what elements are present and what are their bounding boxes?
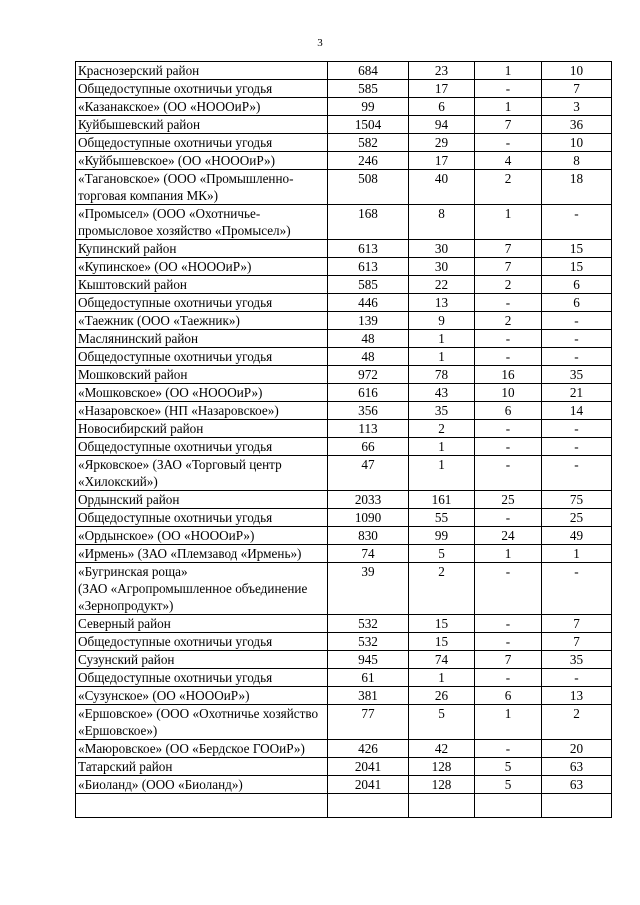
table-row (76, 456, 612, 491)
row-value-cell: 14 (542, 402, 612, 420)
row-value-cell: 613 (328, 258, 409, 276)
row-name-cell: «Бугринская роща» (ЗАО «Агропромышленное объединение «Зернопродукт») (76, 563, 328, 615)
table-row (76, 330, 612, 348)
row-value-cell: 6 (542, 294, 612, 312)
row-value-cell: 17 (409, 80, 475, 98)
row-value-cell: 8 (542, 152, 612, 170)
table-row (76, 438, 612, 456)
row-value-cell: 22 (409, 276, 475, 294)
row-value-cell: 446 (328, 294, 409, 312)
row-value-cell: 5 (475, 776, 542, 794)
row-value-cell: 55 (409, 509, 475, 527)
row-value-cell: 21 (542, 384, 612, 402)
row-value-cell: 35 (409, 402, 475, 420)
row-value-cell: - (475, 438, 542, 456)
table-row (76, 134, 612, 152)
row-name-cell: «Биоланд» (ООО «Биоланд») (76, 776, 328, 794)
row-name-cell: «Куйбышевское» (ОО «НОООиР») (76, 152, 328, 170)
row-value-cell: 356 (328, 402, 409, 420)
row-value-cell: 10 (475, 384, 542, 402)
row-name-cell: «Назаровское» (НП «Назаровское») (76, 402, 328, 420)
table-row (76, 205, 612, 240)
row-value-cell: 2 (542, 705, 612, 740)
empty-cell (76, 794, 328, 818)
row-value-cell: 74 (328, 545, 409, 563)
row-value-cell: 63 (542, 776, 612, 794)
row-value-cell: 4 (475, 152, 542, 170)
row-value-cell: 61 (328, 669, 409, 687)
page-number: 3 (317, 37, 323, 49)
row-name-cell: Куйбышевский район (76, 116, 328, 134)
row-value-cell: 426 (328, 740, 409, 758)
row-value-cell: 2 (409, 420, 475, 438)
table-row (76, 152, 612, 170)
row-value-cell: 35 (542, 366, 612, 384)
row-name-cell: Северный район (76, 615, 328, 633)
row-value-cell: 1 (475, 62, 542, 80)
row-value-cell: - (475, 134, 542, 152)
row-value-cell: 613 (328, 240, 409, 258)
row-value-cell: - (475, 456, 542, 491)
row-value-cell: 7 (542, 80, 612, 98)
empty-cell (542, 794, 612, 818)
row-value-cell: 7 (475, 116, 542, 134)
table-row (76, 651, 612, 669)
table-row (76, 509, 612, 527)
row-value-cell: 585 (328, 276, 409, 294)
row-value-cell: - (475, 80, 542, 98)
row-value-cell: 1 (542, 545, 612, 563)
row-name-cell: Сузунский район (76, 651, 328, 669)
row-value-cell: 381 (328, 687, 409, 705)
row-value-cell: 1 (475, 705, 542, 740)
row-value-cell: 25 (475, 491, 542, 509)
row-value-cell: 26 (409, 687, 475, 705)
row-value-cell: 1 (409, 438, 475, 456)
row-value-cell: 2041 (328, 776, 409, 794)
row-value-cell: 128 (409, 758, 475, 776)
row-value-cell: - (542, 348, 612, 366)
row-value-cell: 7 (475, 258, 542, 276)
table-row (76, 366, 612, 384)
row-value-cell: 7 (542, 615, 612, 633)
table-row (76, 80, 612, 98)
row-name-cell: Общедоступные охотничьи угодья (76, 438, 328, 456)
hunting-grounds-table (75, 61, 612, 818)
row-value-cell: 77 (328, 705, 409, 740)
row-name-cell: «Ордынское» (ОО «НОООиР») (76, 527, 328, 545)
row-value-cell: 139 (328, 312, 409, 330)
row-value-cell: - (475, 633, 542, 651)
row-value-cell: - (475, 330, 542, 348)
table-row (76, 384, 612, 402)
row-name-cell: «Казанакское» (ОО «НОООиР») (76, 98, 328, 116)
row-value-cell: - (542, 312, 612, 330)
row-value-cell: - (475, 294, 542, 312)
row-value-cell: 2041 (328, 758, 409, 776)
row-name-cell: Общедоступные охотничьи угодья (76, 669, 328, 687)
row-value-cell: 1 (475, 98, 542, 116)
row-name-cell: Общедоступные охотничьи угодья (76, 294, 328, 312)
row-value-cell: 2 (475, 276, 542, 294)
row-name-cell: Кыштовский район (76, 276, 328, 294)
empty-cell (475, 794, 542, 818)
row-value-cell: - (475, 740, 542, 758)
row-value-cell: 10 (542, 62, 612, 80)
row-value-cell: 7 (542, 633, 612, 651)
row-name-cell: «Сузунское» (ОО «НОООиР») (76, 687, 328, 705)
row-name-cell: Общедоступные охотничьи угодья (76, 348, 328, 366)
row-name-cell: Мошковский район (76, 366, 328, 384)
row-value-cell: 39 (328, 563, 409, 615)
row-value-cell: 5 (409, 545, 475, 563)
row-name-cell: Общедоступные охотничьи угодья (76, 134, 328, 152)
row-value-cell: 684 (328, 62, 409, 80)
table-row (76, 527, 612, 545)
row-value-cell: - (475, 563, 542, 615)
row-value-cell: 1090 (328, 509, 409, 527)
row-value-cell: 1 (409, 348, 475, 366)
row-value-cell: - (542, 438, 612, 456)
table-body (76, 62, 612, 818)
row-value-cell: 25 (542, 509, 612, 527)
table-row (76, 420, 612, 438)
table-row (76, 545, 612, 563)
row-value-cell: 246 (328, 152, 409, 170)
row-value-cell: 7 (475, 240, 542, 258)
table-row (76, 705, 612, 740)
row-name-cell: «Промысел» (ООО «Охотничье-промысловое хозяйство «Промысел») (76, 205, 328, 240)
row-value-cell: 972 (328, 366, 409, 384)
row-value-cell: - (475, 420, 542, 438)
table-row (76, 776, 612, 794)
row-value-cell: 5 (409, 705, 475, 740)
row-value-cell: 99 (328, 98, 409, 116)
row-value-cell: 23 (409, 62, 475, 80)
row-value-cell: 30 (409, 258, 475, 276)
row-value-cell: 532 (328, 633, 409, 651)
row-name-cell: «Таежник (ООО «Таежник») (76, 312, 328, 330)
table-row (76, 563, 612, 615)
row-value-cell: 15 (409, 633, 475, 651)
row-value-cell: 1 (475, 205, 542, 240)
row-value-cell: 42 (409, 740, 475, 758)
row-value-cell: 15 (542, 240, 612, 258)
row-value-cell: 94 (409, 116, 475, 134)
row-value-cell: 945 (328, 651, 409, 669)
row-value-cell: 63 (542, 758, 612, 776)
row-value-cell: 74 (409, 651, 475, 669)
row-value-cell: - (475, 509, 542, 527)
row-name-cell: «Ершовское» (ООО «Охотничье хозяйство «Ершовское») (76, 705, 328, 740)
row-name-cell: Краснозерский район (76, 62, 328, 80)
row-value-cell: 128 (409, 776, 475, 794)
table-row (76, 240, 612, 258)
row-value-cell: - (475, 615, 542, 633)
row-value-cell: - (542, 563, 612, 615)
row-value-cell: 582 (328, 134, 409, 152)
row-value-cell: 2033 (328, 491, 409, 509)
row-value-cell: 161 (409, 491, 475, 509)
row-value-cell: 830 (328, 527, 409, 545)
row-value-cell: 1 (409, 330, 475, 348)
row-value-cell: 15 (542, 258, 612, 276)
row-value-cell: 616 (328, 384, 409, 402)
row-value-cell: 16 (475, 366, 542, 384)
table-row (76, 312, 612, 330)
row-value-cell: 35 (542, 651, 612, 669)
table-row (76, 758, 612, 776)
row-value-cell: 47 (328, 456, 409, 491)
row-value-cell: 36 (542, 116, 612, 134)
row-value-cell: 2 (409, 563, 475, 615)
row-value-cell: 7 (475, 651, 542, 669)
table-row (76, 402, 612, 420)
row-name-cell: Новосибирский район (76, 420, 328, 438)
row-value-cell: 75 (542, 491, 612, 509)
row-value-cell: 6 (409, 98, 475, 116)
row-value-cell: 508 (328, 170, 409, 205)
row-name-cell: «Тагановское» (ООО «Промышленно-торговая компания МК») (76, 170, 328, 205)
table-row (76, 116, 612, 134)
row-value-cell: 24 (475, 527, 542, 545)
row-value-cell: 43 (409, 384, 475, 402)
row-value-cell: - (542, 205, 612, 240)
row-value-cell: 6 (542, 276, 612, 294)
row-value-cell: 2 (475, 312, 542, 330)
row-value-cell: 66 (328, 438, 409, 456)
table-row (76, 687, 612, 705)
row-value-cell: 168 (328, 205, 409, 240)
table-row (76, 348, 612, 366)
row-name-cell: Ордынский район (76, 491, 328, 509)
row-value-cell: 1504 (328, 116, 409, 134)
row-name-cell: Маслянинский район (76, 330, 328, 348)
row-value-cell: 6 (475, 687, 542, 705)
row-value-cell: - (475, 348, 542, 366)
table-row (76, 740, 612, 758)
row-value-cell: 18 (542, 170, 612, 205)
row-name-cell: Общедоступные охотничьи угодья (76, 80, 328, 98)
row-value-cell: 2 (475, 170, 542, 205)
row-value-cell: 48 (328, 330, 409, 348)
empty-row (76, 794, 612, 818)
row-value-cell: 1 (409, 669, 475, 687)
table-row (76, 491, 612, 509)
row-value-cell: 10 (542, 134, 612, 152)
table-row (76, 258, 612, 276)
row-value-cell: 48 (328, 348, 409, 366)
row-value-cell: - (542, 330, 612, 348)
row-name-cell: Купинский район (76, 240, 328, 258)
row-value-cell: - (542, 456, 612, 491)
table-row (76, 294, 612, 312)
row-value-cell: 9 (409, 312, 475, 330)
row-value-cell: 15 (409, 615, 475, 633)
row-name-cell: «Ирмень» (ЗАО «Племзавод «Ирмень») (76, 545, 328, 563)
row-value-cell: - (542, 420, 612, 438)
row-value-cell: 1 (475, 545, 542, 563)
row-name-cell: «Ярковское» (ЗАО «Торговый центр «Хилокский») (76, 456, 328, 491)
row-value-cell: 8 (409, 205, 475, 240)
row-value-cell: - (475, 669, 542, 687)
row-name-cell: «Купинское» (ОО «НОООиР») (76, 258, 328, 276)
row-name-cell: Общедоступные охотничьи угодья (76, 633, 328, 651)
row-name-cell: «Маюровское» (ОО «Бердское ГООиР») (76, 740, 328, 758)
table-row (76, 633, 612, 651)
row-value-cell: 13 (409, 294, 475, 312)
row-value-cell: 113 (328, 420, 409, 438)
row-value-cell: 78 (409, 366, 475, 384)
row-value-cell: 30 (409, 240, 475, 258)
empty-cell (328, 794, 409, 818)
row-value-cell: 5 (475, 758, 542, 776)
row-value-cell: 13 (542, 687, 612, 705)
row-name-cell: Татарский район (76, 758, 328, 776)
row-value-cell: 6 (475, 402, 542, 420)
row-value-cell: 40 (409, 170, 475, 205)
row-value-cell: - (542, 669, 612, 687)
row-value-cell: 585 (328, 80, 409, 98)
table-row (76, 170, 612, 205)
table-row (76, 276, 612, 294)
row-name-cell: Общедоступные охотничьи угодья (76, 509, 328, 527)
table-row (76, 62, 612, 80)
row-value-cell: 99 (409, 527, 475, 545)
row-value-cell: 17 (409, 152, 475, 170)
empty-cell (409, 794, 475, 818)
row-value-cell: 1 (409, 456, 475, 491)
row-value-cell: 49 (542, 527, 612, 545)
table-row (76, 98, 612, 116)
table-row (76, 615, 612, 633)
row-value-cell: 532 (328, 615, 409, 633)
row-value-cell: 29 (409, 134, 475, 152)
row-value-cell: 20 (542, 740, 612, 758)
table-row (76, 669, 612, 687)
row-name-cell: «Мошковское» (ОО «НОООиР») (76, 384, 328, 402)
row-value-cell: 3 (542, 98, 612, 116)
